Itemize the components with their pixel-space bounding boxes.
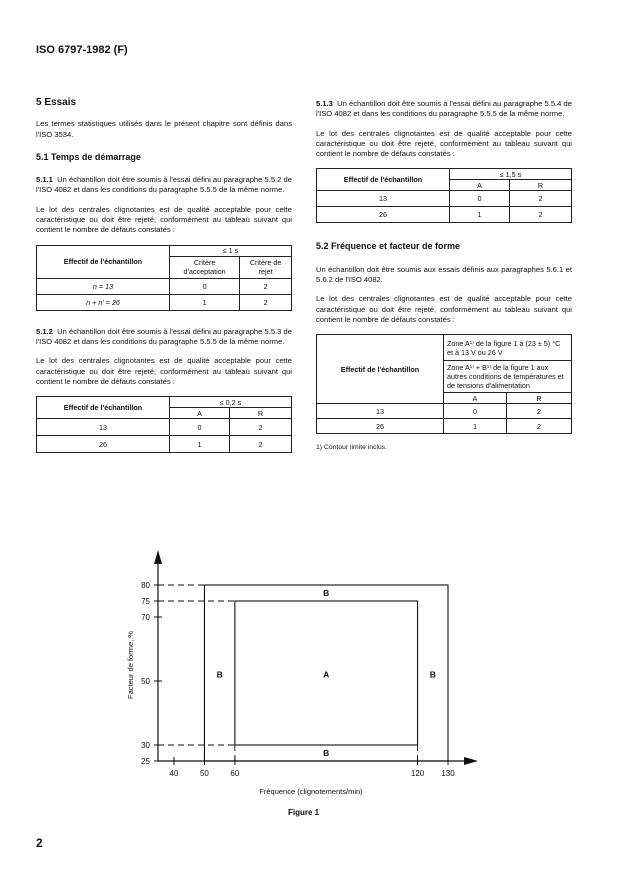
table-row	[317, 404, 572, 419]
table-row	[317, 419, 572, 434]
reject-cell: 2	[506, 419, 571, 434]
sample-size-header: Effectif de l'échantillon	[317, 335, 444, 404]
a-header: A	[170, 408, 230, 419]
accept-cell: 1	[170, 294, 240, 310]
accept-cell: 1	[450, 207, 510, 223]
sample-cell: 13	[37, 419, 170, 436]
zone-a-condition: Zone A¹⁾ de la figure 1 à (23 ± 5) °C et à 13 V ou 26 V	[444, 335, 572, 361]
reject-cell: 2	[229, 419, 291, 436]
sample-size-header: Effectif de l'échantillon	[37, 245, 170, 278]
sample-cell: 13	[317, 191, 450, 207]
lot-text-4: Le lot des centrales clignotantes est de qualité acceptable pour cette caractéristique ou doit être rejeté, conformément au tableau suivant qui contient le nombre de défauts constatés :	[316, 294, 572, 324]
x-tick-label: 40	[169, 769, 179, 778]
zone-ab-condition: Zone A¹⁾ + B¹⁾ de la figure 1 aux autres conditions de températures et de tensions d'alimentation	[444, 361, 572, 393]
right-column	[316, 99, 572, 454]
footnote: 1) Contour limite inclus.	[316, 444, 388, 452]
zone-b-label: B	[323, 588, 330, 598]
para-5-1-1-text: Un échantillon doit être soumis à l'essai défini au paragraphe 5.5.2 de l'ISO 4082 et dans les conditions du paragraphe 5.5.5 de la même norme.	[36, 175, 292, 195]
acceptance-header: Critère d'acceptation	[170, 256, 240, 278]
para-5-1-2-number: 5.1.2	[36, 326, 53, 336]
r-header: R	[509, 180, 571, 191]
table-row	[317, 191, 572, 207]
table-row	[37, 278, 292, 294]
lot-text-1: Le lot des centrales clignotantes est de qualité acceptable pour cette caractéristique ou doit être rejeté, conformément au tableau suivant qui contient le nombre de défauts constatés :	[36, 204, 292, 235]
a-header: A	[444, 393, 507, 404]
reject-cell: 2	[506, 404, 571, 419]
table-row	[37, 419, 292, 436]
y-tick-label: 75	[141, 597, 150, 606]
sample-cell: 26	[317, 207, 450, 223]
sample-cell: n = 13	[37, 278, 170, 294]
para-5-1-1-number: 5.1.1	[36, 175, 53, 185]
zone-a-label: A	[323, 669, 330, 680]
sample-cell: 13	[317, 404, 444, 419]
table-5-1-1	[36, 245, 292, 311]
x-tick-label: 120	[410, 769, 425, 778]
accept-cell: 1	[170, 436, 230, 453]
y-tick-label: 30	[141, 741, 150, 750]
reject-cell: 2	[509, 207, 571, 223]
table-row	[37, 436, 292, 453]
y-axis-arrow-icon	[154, 550, 162, 564]
accept-cell: 0	[444, 404, 507, 419]
lot-text-3: Le lot des centrales clignotantes est de qualité acceptable pour cette caractéristique ou doit être rejeté, conformément au tableau suivant qui contient le nombre de défauts constatés :	[316, 128, 572, 159]
y-tick-label: 25	[141, 757, 150, 766]
reject-cell: 2	[240, 278, 292, 294]
r-header: R	[506, 393, 571, 404]
accept-cell: 0	[170, 278, 240, 294]
reject-cell: 2	[240, 294, 292, 310]
condition-header: ≤ 1,5 s	[450, 169, 572, 180]
reject-cell: 2	[509, 191, 571, 207]
para-5-1-3-number: 5.1.3	[316, 99, 333, 108]
accept-cell: 0	[450, 191, 510, 207]
a-header: A	[450, 180, 510, 191]
table-row	[37, 294, 292, 310]
x-axis-arrow-icon	[464, 757, 478, 765]
accept-cell: 0	[170, 419, 230, 436]
section-5-heading: 5 Essais	[36, 97, 77, 108]
y-tick-label: 80	[141, 581, 150, 590]
section-5-2-heading: 5.2 Fréquence et facteur de forme	[316, 241, 461, 252]
accept-cell: 1	[444, 419, 507, 434]
y-tick-label: 70	[141, 613, 150, 622]
condition-header: ≤ 1 s	[170, 245, 292, 256]
x-tick-label: 50	[199, 769, 209, 778]
sample-size-header: Effectif de l'échantillon	[317, 169, 450, 191]
para-5-1-3-text: Un échantillon doit être soumis à l'essai défini au paragraphe 5.5.4 de l'ISO 4082 et dans les conditions du paragraphe 5.5.5 de la même norme.	[316, 99, 572, 119]
table-5-1-2	[36, 396, 292, 453]
para-5-1-3	[316, 99, 572, 120]
figure-caption: Figure 1	[288, 808, 320, 817]
table-5-2	[316, 334, 572, 434]
document-id: ISO 6797-1982 (F)	[36, 44, 128, 56]
x-tick-label: 60	[230, 769, 240, 778]
y-axis-title: Facteur de forme, %	[126, 631, 135, 699]
zone-b-label: B	[323, 748, 330, 758]
left-column	[36, 98, 292, 462]
para-5-2: Un échantillon doit être soumis aux essais définis aux paragraphes 5.6.1 et 5.6.2 de l'ISO 4082.	[316, 264, 572, 285]
x-axis-title: Fréquence (clignotements/min)	[259, 787, 363, 796]
page-number: 2	[36, 836, 43, 850]
figure-1-diagram	[0, 540, 620, 800]
x-tick-label: 130	[441, 769, 455, 778]
y-tick-label: 50	[141, 677, 150, 686]
rejection-header: Critère de rejet	[240, 256, 292, 278]
lot-text-2: Le lot des centrales clignotantes est de qualité acceptable pour cette caractéristique ou doit être rejeté, conformément au tableau suivant qui contient le nombre de défauts constatés :	[36, 356, 292, 386]
sample-cell: 26	[37, 436, 170, 453]
para-5-1-2-text: Un échantillon doit être soumis à l'essai défini au paragraphe 5.5.3 de l'ISO 4082 et dans les conditions du paragraphe 5.5.5 de la même norme.	[36, 326, 292, 346]
sample-cell: n + n' = 26	[37, 294, 170, 310]
reject-cell: 2	[229, 436, 291, 453]
zone-b-label: B	[216, 669, 223, 680]
table-5-1-3	[316, 168, 572, 223]
sample-size-header: Effectif de l'échantillon	[37, 397, 170, 419]
para-5-1-1	[36, 175, 292, 196]
section-5-intro: Les termes statistiques utilisés dans le présent chapitre sont définis dans l'ISO 3534.	[36, 119, 292, 139]
section-5-1-heading: 5.1 Temps de démarrage	[36, 151, 141, 162]
zone-b-label: B	[429, 669, 436, 680]
condition-header: ≤ 0,2 s	[170, 397, 292, 408]
table-row	[317, 207, 572, 223]
sample-cell: 26	[317, 419, 444, 434]
r-header: R	[229, 408, 291, 419]
para-5-1-2	[36, 327, 292, 348]
